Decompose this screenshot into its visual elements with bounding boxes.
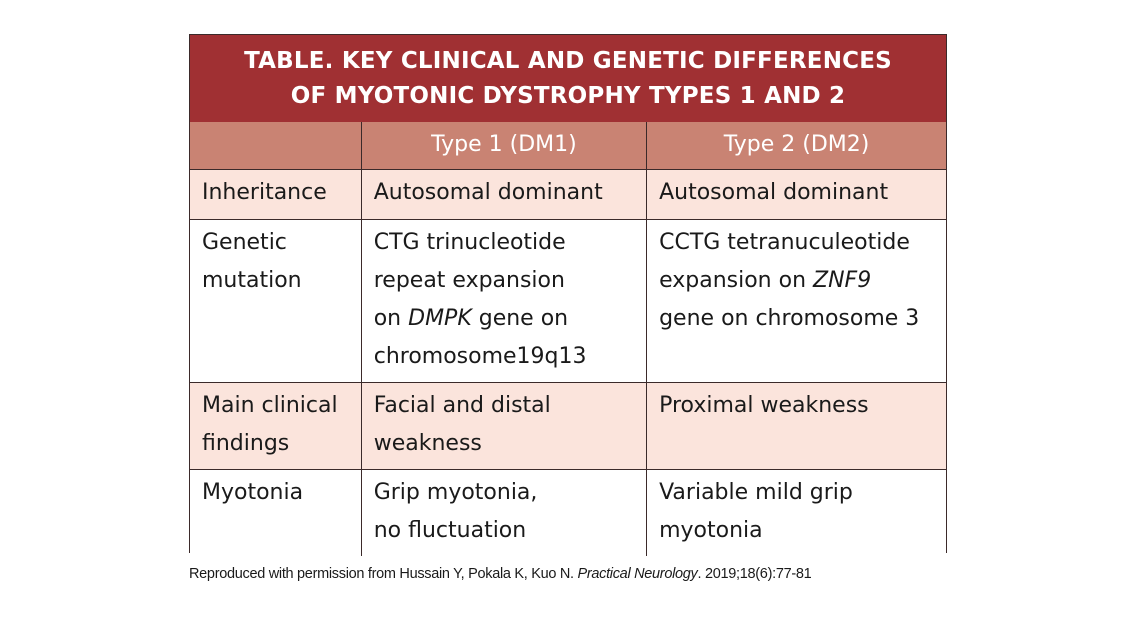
header-cell-dm2: Type 2 (DM2) xyxy=(647,122,946,169)
source-credit xyxy=(189,566,811,582)
header-cell-blank xyxy=(190,122,361,169)
table-title-line-2: OF MYOTONIC DYSTROPHY TYPES 1 AND 2 xyxy=(290,82,846,109)
cell-line: gene on chromosome 3 xyxy=(659,305,920,331)
cell-inheritance-dm1: Autosomal dominant xyxy=(361,169,646,219)
cell-genetic-mutation-dm1 xyxy=(361,219,646,382)
cell-clinical-dm1 xyxy=(361,382,646,469)
cell-text: expansion on xyxy=(659,267,814,293)
cell-line: chromosome19q13 xyxy=(373,343,587,369)
cell-clinical-dm2 xyxy=(647,382,946,469)
cell-line: CCTG tetranuculeotide xyxy=(659,229,910,255)
table-row-myotonia xyxy=(190,469,946,556)
table-row-inheritance xyxy=(190,169,946,219)
cell-inheritance-dm2: Autosomal dominant xyxy=(647,169,946,219)
cell-line: myotonia xyxy=(659,517,763,543)
gene-name: DMPK xyxy=(408,305,472,331)
cell-line: repeat expansion xyxy=(373,267,565,293)
header-cell-dm1: Type 1 (DM1) xyxy=(361,122,646,169)
comparison-table xyxy=(189,34,947,553)
table-row-genetic-mutation xyxy=(190,219,946,382)
cell-text: on xyxy=(373,305,409,331)
row-label-line: findings xyxy=(202,430,290,456)
row-label-myotonia: Myotonia xyxy=(190,469,361,556)
row-label-line: Genetic xyxy=(202,229,287,255)
table-title-line-1: TABLE. KEY CLINICAL AND GENETIC DIFFERENCES xyxy=(244,47,892,74)
cell-myotonia-dm2 xyxy=(647,469,946,556)
cell-line: no fluctuation xyxy=(373,517,527,543)
cell-genetic-mutation-dm2 xyxy=(647,219,946,382)
cell-line xyxy=(374,300,636,338)
cell-line: Variable mild grip xyxy=(659,479,853,505)
row-label-genetic-mutation xyxy=(190,219,361,382)
row-label-inheritance: Inheritance xyxy=(190,169,361,219)
credit-citation: . 2019;18(6):77-81 xyxy=(697,566,812,582)
row-label-line: Main clinical xyxy=(202,392,338,418)
cell-text: gene on xyxy=(471,305,569,331)
credit-text: Reproduced with permission from Hussain Y, Pokala K, Kuo N. xyxy=(189,566,578,582)
row-label-main-clinical-findings xyxy=(190,382,361,469)
header-row xyxy=(190,122,946,169)
data-grid xyxy=(190,122,946,556)
cell-line: Proximal weakness xyxy=(659,392,869,418)
cell-line: Facial and distal xyxy=(373,392,551,418)
gene-name: ZNF9 xyxy=(813,267,872,293)
table-row-main-clinical-findings xyxy=(190,382,946,469)
cell-myotonia-dm1 xyxy=(361,469,646,556)
cell-line: CTG trinucleotide xyxy=(373,229,566,255)
row-label-line: mutation xyxy=(202,267,302,293)
credit-journal: Practical Neurology xyxy=(577,566,698,582)
cell-line: weakness xyxy=(373,430,482,456)
cell-line: Grip myotonia, xyxy=(373,479,538,505)
table-title xyxy=(190,35,946,122)
cell-line xyxy=(659,262,936,300)
